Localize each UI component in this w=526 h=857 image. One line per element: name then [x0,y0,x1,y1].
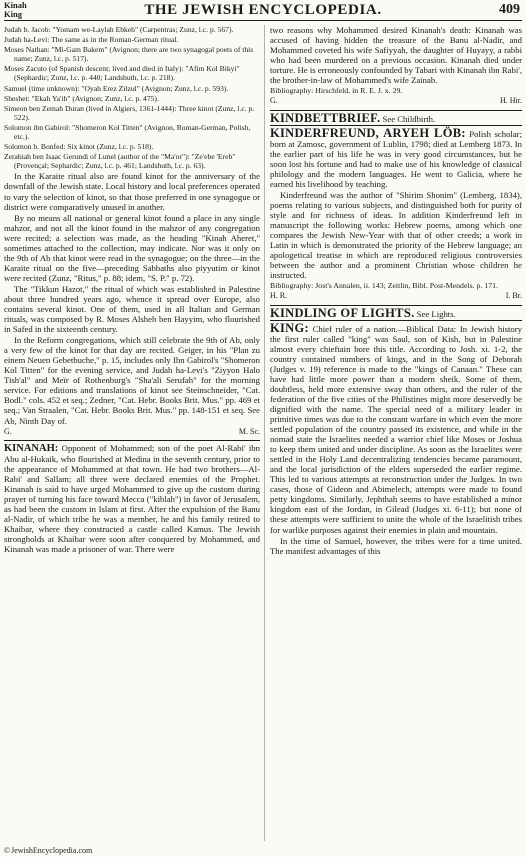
entry-kinanah [4,440,260,555]
bibliography: Bibliography: Hirschfeld, in R. E. J. x. 29. [270,86,403,96]
column-divider [264,25,265,841]
entry-headword: KINDLING OF LIGHTS. [270,305,415,320]
right-column [270,25,522,841]
body-paragraph: In the Karaite ritual also are found kinot for the anniversary of the downfall of the Jewish state. Local history and local preferences operated to vary the selection of kinot, so that those preferred in one synagogue or district were comparatively unused in another. [4,171,260,212]
guide-word-first: Kinah [4,0,27,10]
kinot-author-entry: Moses Zacuto (of Spanish descent; lived and died in Italy): "Afim Kol Bikyi" (Sephardic; Zunz, l.c. p. 440; Landshuth, l.c. p. 218). [4,64,240,83]
signature-initials-right: M. Sc. [238,426,260,436]
body-paragraph: Kinderfreund was the author of "Shirim Shonim" (Lemberg, 1834), poems relating to various subjects, and distinguished both for purity of style and for richness of ideas. In addition Kinderfreund left in manuscript the following works: Hebrew poems, among which one compares the Jewish New-Year with that of other creeds; a work in Latin in which is demonstrated the priority of the Hebrew language; an apologetical treatise in which are reproduced religious controversies between the author and a prominent Christian whose children he instructed. [270,189,522,281]
entry-subheading: Chief ruler of a nation.—Biblical Data: [312,323,457,334]
body-paragraph: In the time of Samuel, however, the tribes were for a time united. The manifest advantages of this [270,535,522,556]
signature-initials-right: H. Hir. [500,96,522,106]
site-link[interactable]: JewishEncyclopedia.com [11,846,93,855]
entry-headword: KINDBETTBRIEF. [270,110,381,125]
author-signature [270,96,522,106]
kinot-author-entry: Sheshet: "Ekah Ya'ib" (Avignon; Zunz, l.c. p. 475). [4,93,159,103]
copyright-symbol: © [4,846,11,855]
entry-text-continued: two reasons why Mohammed desired Kinanah's death: Kinanah was accused of having hidden the treasure of the Banu al-Nadir, and Mohammed coveted his wife Safiyyah, the daughter of Huyayy, a rabbi who had been murdered on a previous occasion. Kinanah died under torture. He is erroneously confounded by Tabari with Kinanah ibn Rabi', the brother-in-law of Mohammed's wife Zainab. [270,25,522,86]
body-paragraph: The "Tikkun Hazot," the ritual of which was established in Palestine about three hundred years ago, whence it spread over Europe, also contains several kinot. One of them, used in all Italian and German rituals, was composed by R. Moses Alsheh ben Hayyim, who flourished in Safed in the sixteenth century. [4,283,260,335]
kinot-author-entry: Zerahiah ben Isaac Gerundi of Lunel (author of the "Ma'or"): "Ze'ebe 'Ereb" (Provençal; Sephardic; Zunz, l.c. p. 461; Landshuth, l.c. p. 63). [4,152,236,171]
signature-initials-left: H. R. [270,291,288,301]
bibliography: Bibliography: Jost's Annalen, ii. 143; Zeitlin, Bibl. Post-Mendels. p. 171. [270,281,498,291]
entry-kinderfreund [270,125,522,189]
kinot-author-entry: Solomon b. Bonfed: Six kinot (Zunz, l.c. p. 518). [4,142,154,152]
entry-headword: KINANAH: [4,442,59,454]
signature-initials-right: I. Br. [505,291,522,301]
signature-initials-left: G. [270,96,278,106]
cross-reference: See Lights. [416,308,456,319]
author-signature [270,291,522,301]
signature-initials-left: G. [4,426,12,436]
entry-headword: KINDERFREUND, ARYEH LÖB: [270,125,466,140]
page-header [4,0,522,21]
page-title: THE JEWISH ENCYCLOPEDIA. [144,2,382,18]
kinot-author-entry: Simeon ben Zemah Duran (lived in Algiers, 1361-1444): Three kinot (Zunz, l.c. p. 522). [4,103,255,122]
kinot-author-entry: Judah ha-Levi: The same as in the Roman-German ritual. [4,35,179,45]
entry-text: In Jewish history the first ruler called "king" was Saul, son of Kish, but in Palestine almost every chieftain bore this title. According to Josh. xi. 1-2, the country contained numbers of kings, and in the Song of Deborah (Judges v. 19) reference is made to the "kings of Canaan." These can have had little more power than a modern sheik. Some of them, doubtless, held more extensive sway than others, and the ruler of the federation of the five cities of the Philistines might more deservedly be dignified with the name. The special need of a military leader in primitive times was due to the constant warfare in which even the more settled population of the country passed its existence, and while in the nomad state the Israelites needed a warrior chief like Moses or Joshua to keep them united and under discipline. As soon as the Israelites were settled in the Holy Land decentralizing tendencies became paramount, and the local jurisdiction of the elders superseded the earlier regime. This led to various attempts at reconstruction under the Judges. In two cases, those of Gideon and Abimelech, attempts were made to found petty kingdoms. Similarly, Jephthah seems to have established a minor kingdom east of the Jordan, in Gilead (Judges xi. 6-11); but none of these attempts were sufficient to unite the whole of the Israelitish tribes for warlike purposes against their enemies in plain and mountain. [270,323,522,535]
guide-word-last: King [4,9,22,19]
cross-reference: See Childbirth. [382,113,436,124]
kinot-author-entry: Solomon ibn Gabirol: "Shomeron Kol Titten" (Avignon, Roman-German, Polish, etc.). [4,122,251,142]
page-number: 409 [499,2,520,17]
entry-text: Opponent of Mohammed; son of the poet Al-Rabi' ibn Abu al-Hukaik, who flourished at Medina in the seventh century, prior to the appearance of Mohammed at that town. He had two brothers—Al-Rabi' and Sallam; all three were declared enemies of the Prophet. Kinanah is said to have urged Mohammed to give up the custom during prayer of turning his face toward Mecca ("kiblah") in favor of Jerusalem, as had been the custom in Islam at first. After the expulsion of the Banu al-Nadir, of which tribe he was a member, he and his family retired to Khaibar, where they constructed a castle called Kamus. The Jewish strongholds at Khaibar were soon after conquered by Mohammed, and Kinanah was made a prisoner of war. There were [4,442,260,555]
author-signature [4,427,260,437]
entry-headword: KING: [270,320,309,335]
page-footer [4,846,92,855]
body-paragraph: By no means all national or general kinot found a place in any single mahzor, and not all the kinot found in the mahzor of any congregation were recited; a selection was made, as the heading "Kinah Aheret," sometimes attached to the collection, may indicate. Nor was it only on the 9th of Ab that kinot were read in the synagogue; on the three—in the Karaite ritual on the five—preceding Sabbaths also piyyutim or kinot were recited (Zunz, "Ritus," p. 88; idem, "S. P." p. 72). [4,212,260,283]
entry-text: Polish scholar; born at Zamosc, government of Lublin, 1798; died at Lemberg 1873. In the earlier part of his life he was in very good circumstances, but he soon lost his fortune and had to make use of his knowledge of classical philology and the modern languages. He went to Galicia, where he earned his livelihood by teaching. [270,128,522,189]
entry-kindling-of-lights [270,305,522,319]
kinot-author-entry: Judah b. Jacob: "Yomam we-Laylah Ebkeh" (Carpentras; Zunz, l.c. p. 567). [4,25,234,34]
kinot-author-entry: Samuel (time unknown): "Oyah Erez Zilzul" (Avignon; Zunz, l.c. p. 593). [4,83,229,93]
kinot-author-entry: Moses Nathan: "Mi-Gam Bakem" (Avignon; there are two synagogal poets of this name; Zunz, l.c. p. 517). [4,45,254,64]
entry-kindbettbrief [270,110,522,124]
left-column [4,25,260,841]
entry-king [270,320,522,535]
body-paragraph: In the Reform congregations, which still celebrate the 9th of Ab, only a very few of the kinot for that day are recited. Geiger, in his "Plan zu einem Neuen Gebetbuche," p. 15, includes only Ibn Gabirol's "Shomeron Kol Titten" for the evening service, and Judah ha-Levi's "Ziyyon Halo Tish'al" and Meïr of Rothenburg's "Sha'ali Serufah" for the morning service. For editions and translations of kinot see Steinschneider, "Cat. Bodl." cols. 452 et seq.; Zedner, "Cat. Hebr. Books Brit. Mus." pp. 469 et seq.; Van Straalen, "Cat. Hebr. Books Brit. Mus." pp. 148-151 et seq. See Ab, Ninth Day of. [4,335,260,426]
